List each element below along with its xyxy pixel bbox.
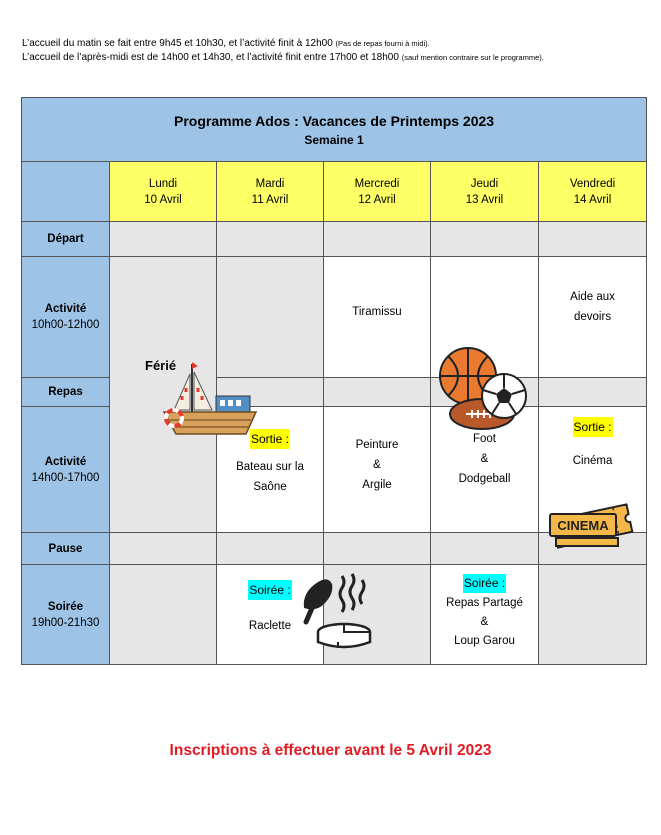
intro-text [22,37,544,65]
raclette-cheese-icon [298,572,374,652]
footer-notice: Inscriptions à effectuer avant le 5 Avril 2023 [169,742,492,759]
week-label: Semaine 1 [304,132,364,147]
day-header: Mercredi 12 Avril [324,162,431,222]
cinema-ticket-icon [546,496,638,554]
row-label-activite-matin: Activité 10h00-12h00 [22,257,110,378]
empty-cell [539,378,647,407]
row-label-activite-aprem: Activité 14h00-17h00 [22,407,110,533]
row-label-repas: Repas [22,378,110,407]
activity-raclette: Soirée : Raclette [217,565,324,665]
day-header: Jeudi 13 Avril [431,162,539,222]
sports-balls-icon [438,346,530,434]
day-header: Vendredi 14 Avril [539,162,647,222]
row-label-depart: Départ [22,222,110,257]
activity-bateau: Sortie : Bateau sur la Saône [217,407,324,533]
sortie-tag: Sortie : [250,429,290,449]
soiree-tag: Soirée : [248,580,291,600]
activity-cinema: Sortie : Cinéma [539,407,647,533]
program-header [22,98,647,162]
activity-aide-devoirs: Aide aux devoirs [539,257,647,378]
activity-foot-dodgeball: Foot & Dodgeball [431,407,539,533]
ferie-label: Férié [145,358,177,373]
day-header: Mardi 11 Avril [217,162,324,222]
sortie-tag: Sortie : [573,417,613,437]
empty-cell [110,565,217,665]
empty-cell [324,378,431,407]
empty-cell [217,222,324,257]
empty-cell [324,533,431,565]
intro-line-1: L’accueil du matin se fait entre 9h45 et 10h30, et l’activité finit à 12h00 (Pas de repas fourni à midi). [22,38,430,49]
activity-tiramissu: Tiramissu [324,257,431,378]
empty-cell [539,565,647,665]
day-header: Lundi 10 Avril [110,162,217,222]
soiree-tag: Soirée : [463,574,506,593]
empty-cell [539,222,647,257]
empty-cell [431,222,539,257]
boat-icon [160,358,260,440]
cinema-sign-text: CINEMA [557,518,609,533]
empty-cell [431,533,539,565]
corner-cell [22,162,110,222]
empty-cell [217,533,324,565]
intro-line-2: L’accueil de l’après-midi est de 14h00 et 14h30, et l’activité finit entre 17h00 et 18h00 (sauf mention contraire sur le programme). [22,52,544,63]
empty-cell [324,222,431,257]
activity-peinture-argile: Peinture & Argile [324,407,431,533]
empty-cell [110,533,217,565]
row-label-pause: Pause [22,533,110,565]
activity-repas-loup-garou: Soirée : Repas Partagé & Loup Garou [431,565,539,665]
empty-cell [110,222,217,257]
row-label-soiree: Soirée 19h00-21h30 [22,565,110,665]
program-title: Programme Ados : Vacances de Printemps 2023 [174,112,495,129]
